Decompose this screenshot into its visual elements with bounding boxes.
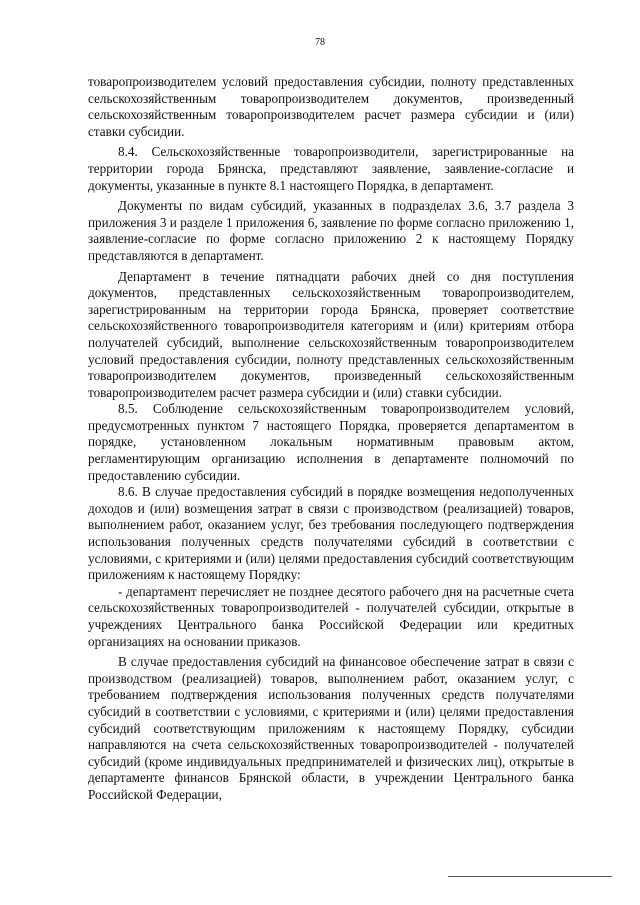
- paragraph-transfer-item: - департамент перечисляет не позднее десятого рабочего дня на расчетные счета сельскохозяйственных товаропроизводителей - получателей субсидии, открытые в учреждениях Центрального банка Российской Федерации или кредитных организациях на основании приказов.: [88, 583, 574, 649]
- paragraph-financial-support: В случае предоставления субсидий на финансовое обеспечение затрат в связи с производством (реализацией) товаров, выполнением работ, оказанием услуг, с требованием подтверждения использования полученных средств получателями субсидий в соответствии с условиями, с критериями и (или) целями предоставления субсидий соответствующим приложениям к настоящему Порядку, субсидии направляются на счета сельскохозяйственных товаропроизводителей - получателей субсидий (кроме индивидуальных предпринимателей и физических лиц), открытые в департаменте финансов Брянской области, в учреждении Центрального банка Российской Федерации,: [88, 654, 574, 802]
- page-number: 78: [315, 37, 325, 48]
- footer-rule: [448, 876, 612, 877]
- paragraph-8-5: 8.5. Соблюдение сельскохозяйственным товаропроизводителем условий, предусмотренных пунктом 7 настоящего Порядка, проверяется департаментом в порядке, установленном локальным нормативным правовым актом, регламентирующим организацию исполнения в департаменте полномочий по предоставлению субсидии.: [88, 401, 574, 483]
- paragraph-8-4: 8.4. Сельскохозяйственные товаропроизводители, зарегистрированные на территории города Брянска, представляют заявление, заявление-согласие и документы, указанные в пункте 8.1 настоящего Порядка, в департамент.: [88, 144, 574, 193]
- document-body: [88, 74, 574, 804]
- paragraph-department-check: Департамент в течение пятнадцати рабочих дней со дня поступления документов, представленных сельскохозяйственным товаропроизводителем, зарегистрированным на территории города Брянска, проверяет соответствие сельскохозяйственного товаропроизводителя категориям и (или) критериям отбора получателей субсидий, выполнение сельскохозяйственным товаропроизводителем условий предоставления субсидии, полноту представленных сельскохозяйственным товаропроизводителем документов, произведенный сельскохозяйственным товаропроизводителем расчет размера субсидии и (или) ставки субсидии.: [88, 268, 574, 400]
- paragraph-continuation: товаропроизводителем условий предоставления субсидии, полноту представленных сельскохозяйственным товаропроизводителем документов, произведенный сельскохозяйственным товаропроизводителем расчет размера субсидии и (или) ставки субсидии.: [88, 74, 574, 139]
- paragraph-documents: Документы по видам субсидий, указанных в подразделах 3.6, 3.7 раздела 3 приложения 3 и разделе 1 приложения 6, заявление по форме согласно приложению 1, заявление-согласие по форме согласно приложению 2 к настоящему Порядку представляются в департамент.: [88, 198, 574, 263]
- paragraph-8-6: 8.6. В случае предоставления субсидий в порядке возмещения недополученных доходов и (или) возмещения затрат в связи с производством (реализацией) товаров, выполнением работ, оказанием услуг, без требования последующего подтверждения использования полученных средств получателями субсидий в соответствии с условиями, с критериями и (или) целями предоставления субсидий соответствующим приложениям к настоящему Порядку:: [88, 484, 574, 583]
